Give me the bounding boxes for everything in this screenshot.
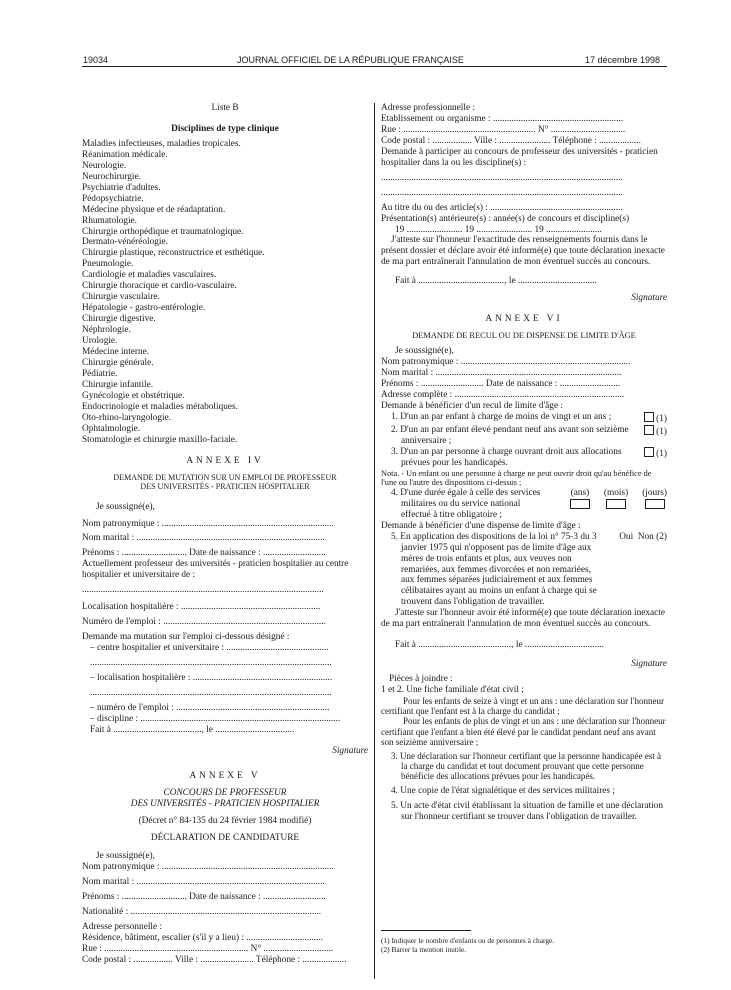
- field-nom-patro-2[interactable]: Nom patronymique : ..........................................................................: [82, 862, 334, 873]
- fait-line-right[interactable]: Fait à ....................................., le ..................................: [395, 276, 597, 287]
- checkbox-item1[interactable]: [644, 412, 654, 422]
- item-4: 4. D'une durée égale à celle des services militaires ou du service national effectué à titre obligatoire ; (ans) (mois) (jours): [391, 487, 667, 520]
- field-prenoms[interactable]: Prénoms : ............................ Date de naissance : ...........................: [82, 548, 326, 559]
- discipline-item: Neurochirurgie.: [82, 171, 141, 182]
- discipline-item: Chirurgie thoracique et cardio-vasculaire.: [82, 281, 237, 292]
- field-code-pro[interactable]: Code postal : ................. Ville : ...................... Téléphone : ..................: [381, 135, 641, 146]
- field-numero2[interactable]: – numéro de l'emploi : ..................................................................: [90, 702, 330, 713]
- disciplines-list: [82, 139, 368, 446]
- discipline-item: Cardiologie et maladies vasculaires.: [82, 270, 217, 281]
- fait-line-3[interactable]: Fait à ........................................, le ..................................: [395, 640, 604, 651]
- discipline-item: Chirurgie orthopédique et traumatologique.: [82, 226, 244, 237]
- non-option[interactable]: Non (2): [637, 531, 667, 542]
- box-ans[interactable]: [570, 499, 590, 509]
- field-prenoms-3[interactable]: Prénoms : ........................... Date de naissance : ..........................: [381, 379, 621, 390]
- field-prenoms-2[interactable]: Prénoms : ............................ Date de naissance : ...........................: [82, 892, 326, 903]
- box-mois[interactable]: [606, 499, 626, 509]
- field-centre[interactable]: – centre hospitalier et universitaire : ............................................: [90, 643, 329, 654]
- piece-1-2-a: Pour les enfants de seize à vingt et un ans : une déclaration sur l'honneur certifiant que l'enfant est à la charge du candidat ;: [381, 696, 665, 717]
- discipline-item: Stomatologie et chirurgie maxillo-faciale.: [82, 434, 238, 445]
- field-localisation[interactable]: Localisation hospitalière : ............................................................: [82, 602, 321, 613]
- discipline-item: Chirurgie vasculaire.: [82, 292, 160, 303]
- label-mois: (mois): [603, 487, 629, 498]
- discipline-item: Chirurgie plastique, reconstructrice et esthétique.: [82, 248, 265, 259]
- label-jours: (jours): [642, 487, 667, 498]
- annexe5-sub1: CONCOURS DE PROFESSEUR: [163, 787, 287, 798]
- discipline-item: Chirurgie générale.: [82, 357, 154, 368]
- field-adresse-complete[interactable]: Adresse complète : .........................................................................: [381, 389, 625, 400]
- field-years[interactable]: 19 ........................ 19 ........................ 19 ........................: [395, 224, 602, 235]
- annexe5-sub2: DES UNIVERSITÉS - PRATICIEN HOSPITALIER: [130, 798, 320, 809]
- oui-option[interactable]: Oui: [619, 531, 634, 542]
- discipline-item: Maladies infectieuses, maladies tropicales.: [82, 138, 241, 149]
- right-column: [381, 103, 667, 823]
- field-numero-emploi[interactable]: Numéro de l'emploi : ......................................................................: [82, 617, 326, 628]
- footnote-rule: [381, 930, 471, 931]
- checkbox-item2[interactable]: [644, 425, 654, 435]
- signature-label: Signature: [332, 745, 368, 756]
- field-nationalite[interactable]: Nationalité : ..................................................................................: [82, 907, 322, 918]
- field-disciplines-1[interactable]: ........................................................................................................: [381, 172, 623, 183]
- discipline-item: Oto-rhino-laryngologie.: [82, 412, 172, 423]
- field-nom-patronymique[interactable]: Nom patronymique : ..........................................................................: [82, 518, 334, 529]
- item-3: 3. D'un an par personne à charge ouvrant droit aux allocations prévues pour les handicapés. (1): [391, 446, 667, 468]
- discipline-item: Psychiatrie d'adultes.: [82, 182, 161, 193]
- piece-4: 4. Une copie de l'état signalétique et des services militaires ;: [391, 785, 615, 796]
- column-divider: [374, 103, 375, 979]
- piece-3: 3. Une déclaration sur l'honneur certifiant que la personne handicapée est à la charge du candidat et tout document prouvant que cette personne bénéficie des allocations prévues pour les handicapés.: [391, 751, 662, 782]
- annexe4-subtitle: DEMANDE DE MUTATION SUR UN EMPLOI DE PROFESSEUR DES UNIVERSITÉS - PRATICIEN HOSPITALIER: [113, 472, 337, 492]
- field-rue[interactable]: Rue : .............................................................. N° ..............................: [82, 944, 334, 955]
- footnote-1: (1) Indiquer le nombre d'enfants ou de personnes à charge.: [381, 936, 555, 945]
- annexe5-title: ANNEXE V: [189, 770, 261, 781]
- attestation: J'atteste sur l'honneur l'exactitude des renseignements fournis dans le présent dossier et déclare avoir été informé(e) que toute déclaration inexacte de ma part entraînerait l'annulation de mon éventuel succès au concours.: [381, 235, 665, 268]
- left-column: [82, 103, 368, 966]
- field-residence[interactable]: Résidence, bâtiment, escalier (s'il y a lieu) : .................................: [82, 933, 324, 944]
- discipline-item: Chirurgie digestive.: [82, 314, 156, 325]
- soussigne-2: Je soussigné(e),: [96, 851, 155, 862]
- discipline-item: Réanimation médicale.: [82, 149, 168, 160]
- item-1: 1. D'un an par enfant à charge de moins de vingt et un ans ; (1): [391, 411, 667, 424]
- dispense-heading: Demande à bénéficier d'une dispense de limite d'âge :: [381, 520, 581, 531]
- field-localisation2-cont[interactable]: ........................................................................................................: [90, 687, 332, 698]
- piece-1-2-b: Pour les enfants de plus de vingt et un ans : une déclaration sur l'honneur certifiant que l'enfant a bien été élevé par le candidat pendant neuf ans avant son seizième anniversaire ;: [381, 716, 666, 747]
- discipline-item: Gynécologie et obstétrique.: [82, 390, 185, 401]
- discipline-item: Chirurgie infantile.: [82, 379, 154, 390]
- discipline-item: Dermato-vénéréologie.: [82, 237, 168, 248]
- journal-title: JOURNAL OFFICIEL DE LA RÉPUBLIQUE FRANÇAISE: [237, 55, 464, 65]
- field-chu[interactable]: ........................................................................................................: [82, 585, 324, 596]
- declaration-title: DÉCLARATION DE CANDIDATURE: [150, 832, 300, 843]
- demande-mutation: Demande ma mutation sur l'emploi ci-dessous désigné :: [82, 632, 290, 643]
- pieces-heading: Pièces à joindre :: [389, 674, 453, 685]
- field-rue-pro[interactable]: Rue : ......................................................... N° ................................: [381, 124, 626, 135]
- presentations: Présentation(s) antérieure(s) : année(s) de concours et discipline(s): [381, 213, 630, 224]
- fait-line[interactable]: Fait à ......................................, le ..................................: [90, 724, 295, 735]
- discipline-item: Rhumatologie.: [82, 215, 138, 226]
- discipline-item: Hépatologie - gastro-entérologie.: [82, 303, 206, 314]
- annexe6-title: ANNEXE VI: [485, 314, 563, 325]
- field-etablissement[interactable]: Etablissement ou organisme : ........................................................: [381, 113, 624, 124]
- annexe6-subtitle: DEMANDE DE RECUL OU DE DISPENSE DE LIMITE D'ÂGE: [412, 331, 636, 341]
- discipline-item: Endocrinologie et maladies métaboliques.: [82, 401, 238, 412]
- field-code-postal[interactable]: Code postal : ................. Ville : ....................... Téléphone : ...................: [82, 955, 347, 966]
- field-disciplines-2[interactable]: ........................................................................................................: [381, 187, 623, 198]
- piece-5: 5. Un acte d'état civil établissant la situation de famille et une déclaration sur l'honneur certifiant se trouver dans l'obligation de travailler.: [391, 800, 663, 822]
- recul-heading: Demande à bénéficier d'un recul de limite d'âge :: [381, 400, 563, 411]
- discipline-item: Neurologie.: [82, 160, 127, 171]
- soussigne-3: Je soussigné(e),: [395, 346, 454, 357]
- liste-heading: Liste B: [211, 103, 239, 113]
- attestation-2: J'atteste sur l'honneur avoir été informé(e) que toute déclaration inexacte de ma part entraînerait l'annulation de mon éventuel succès au concours.: [381, 608, 666, 630]
- demande-participer: Demande à participer au concours de professeur des universités - praticien hospitalier dans la ou les discipline(s) :: [381, 146, 658, 168]
- discipline-item: Médecine physique et de réadaptation.: [82, 204, 226, 215]
- disciplines-title: Disciplines de type clinique: [171, 123, 279, 134]
- discipline-item: Urologie.: [82, 336, 118, 347]
- box-jours[interactable]: [645, 499, 665, 509]
- discipline-item: Pédopsychiatrie.: [82, 193, 144, 204]
- piece-1-2: 1 et 2. Une fiche familiale d'état civil ;: [381, 685, 524, 696]
- nota: Nota. - Un enfant ou une personne à charge ne peut ouvrir droit qu'au bénéfice de l'une ou l'autre des dispositions ci-dessus ;: [381, 468, 652, 488]
- field-centre-cont[interactable]: ........................................................................................................: [90, 658, 332, 669]
- footnote-2: (2) Barrer la mention inutile.: [381, 945, 467, 954]
- discipline-item: Pneumologie.: [82, 259, 134, 270]
- field-discipline[interactable]: – discipline : ......................................................................................: [90, 713, 341, 724]
- field-localisation2[interactable]: – localisation hospitalière : ............................................................: [90, 672, 333, 683]
- item-2: 2. D'un an par enfant élevé pendant neuf ans avant son seizième anniversaire ; (1): [391, 424, 667, 446]
- discipline-item: Ophtalmologie.: [82, 423, 141, 434]
- adresse-perso: Adresse personnelle :: [82, 922, 163, 933]
- field-nom-marital-3[interactable]: Nom marital : ................................................................................: [381, 368, 622, 379]
- signature-3: Signature: [631, 659, 667, 670]
- field-nom-marital[interactable]: Nom marital : .................................................................................: [82, 533, 325, 544]
- field-articles[interactable]: Au titre du ou des article(s) : .........................................................: [381, 202, 623, 213]
- soussigne: Je soussigné(e),: [96, 501, 155, 512]
- checkbox-item3[interactable]: [644, 447, 654, 457]
- field-nom-patro-3[interactable]: Nom patronymique : .........................................................................: [381, 357, 631, 368]
- field-nom-marital-2[interactable]: Nom marital : .................................................................................: [82, 877, 325, 888]
- label-ans: (ans): [570, 487, 590, 498]
- decret: (Décret n° 84-135 du 24 février 1984 modifié): [138, 815, 312, 826]
- page-number: 19034: [83, 55, 109, 65]
- discipline-item: Néphrologie.: [82, 325, 131, 336]
- discipline-item: Médecine interne.: [82, 347, 150, 358]
- signature-right: Signature: [631, 293, 667, 304]
- actuellement-text: Actuellement professeur des universités - praticien hospitalier au centre hospitalier et universitaire de :: [82, 559, 349, 581]
- journal-date: 17 décembre 1998: [585, 55, 661, 65]
- annexe4-title: ANNEXE IV: [186, 455, 264, 466]
- item-5: 5. En application des dispositions de la loi n° 75-3 du 3 janvier 1975 qui n'opposent pas de limite d'âge aux mères de trois enfants et plus, aux veuves non remariées, aux femmes divorcées et non remariées, aux femmes séparées judiciairement et aux femmes célibataires ayant au moins un enfant à charge qui se trouvent dans l'obligation de travailler. Oui Non (2): [391, 531, 667, 608]
- discipline-item: Pédiatrie.: [82, 368, 118, 379]
- footnotes: [381, 936, 667, 954]
- adresse-pro: Adresse professionnelle :: [381, 103, 475, 113]
- header-rule: [82, 66, 667, 67]
